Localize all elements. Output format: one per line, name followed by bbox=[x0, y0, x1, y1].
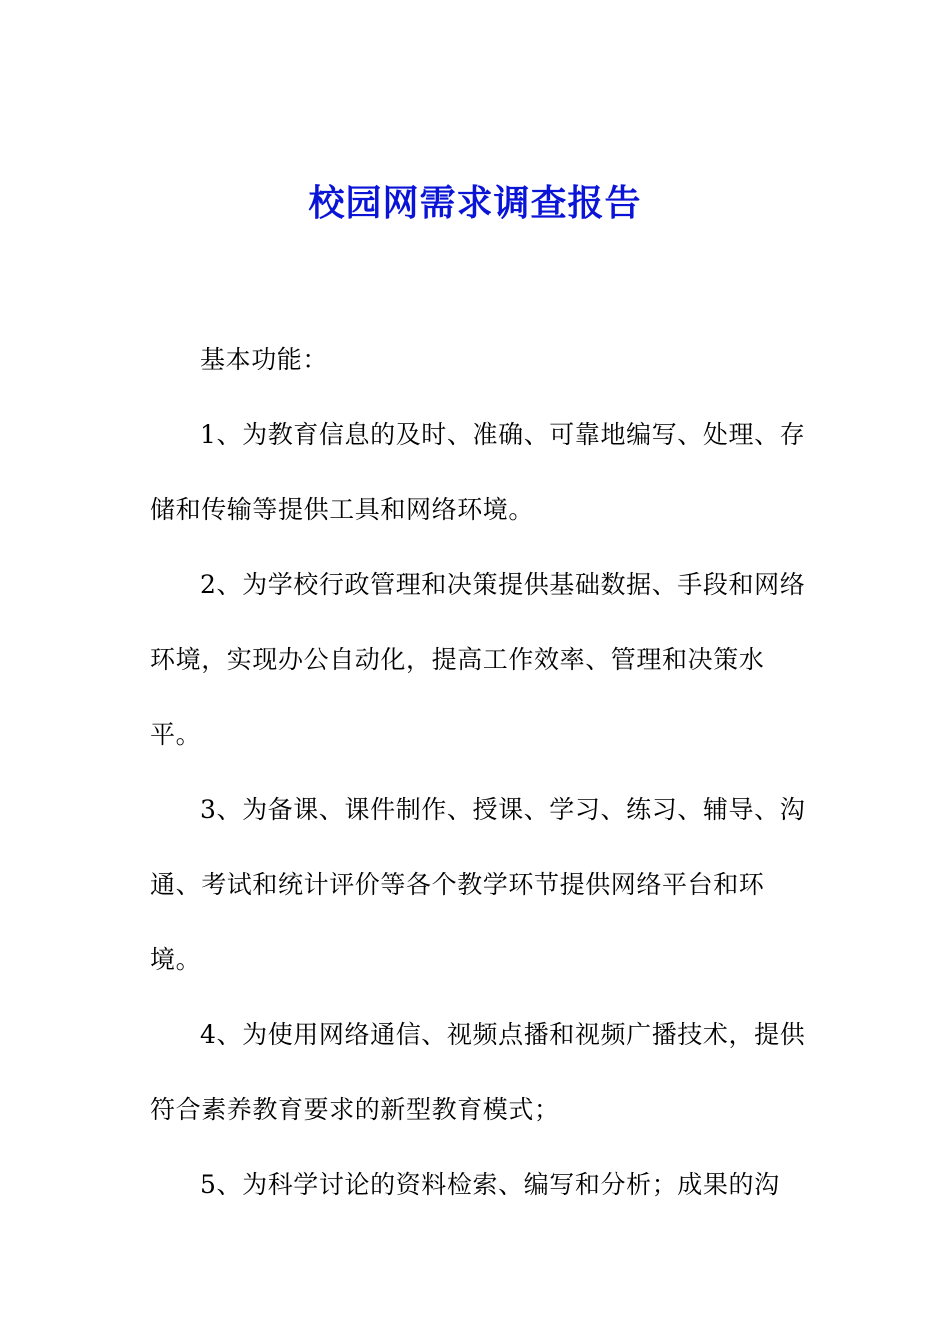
paragraph-item-1: 1、为教育信息的及时、准确、可靠地编写、处理、存储和传输等提供工具和网络环境。 bbox=[150, 420, 806, 524]
paragraph-item-4: 4、为使用网络通信、视频点播和视频广播技术，提供符合素养教育要求的新型教育模式； bbox=[150, 1020, 806, 1124]
document-title: 校园网需求调查报告 bbox=[308, 182, 642, 224]
paragraph-item-3: 3、为备课、课件制作、授课、学习、练习、辅导、沟通、考试和统计评价等各个教学环节提供网络平台和环境。 bbox=[150, 795, 806, 974]
document-body bbox=[150, 322, 810, 1222]
paragraph-item-2: 2、为学校行政管理和决策提供基础数据、手段和网络环境，实现办公自动化，提高工作效率、管理和决策水平。 bbox=[150, 570, 806, 749]
paragraph-heading-basic-functions: 基本功能： bbox=[200, 345, 329, 374]
paragraph-item-5: 5、为科学讨论的资料检索、编写和分析；成果的沟 bbox=[200, 1170, 780, 1199]
